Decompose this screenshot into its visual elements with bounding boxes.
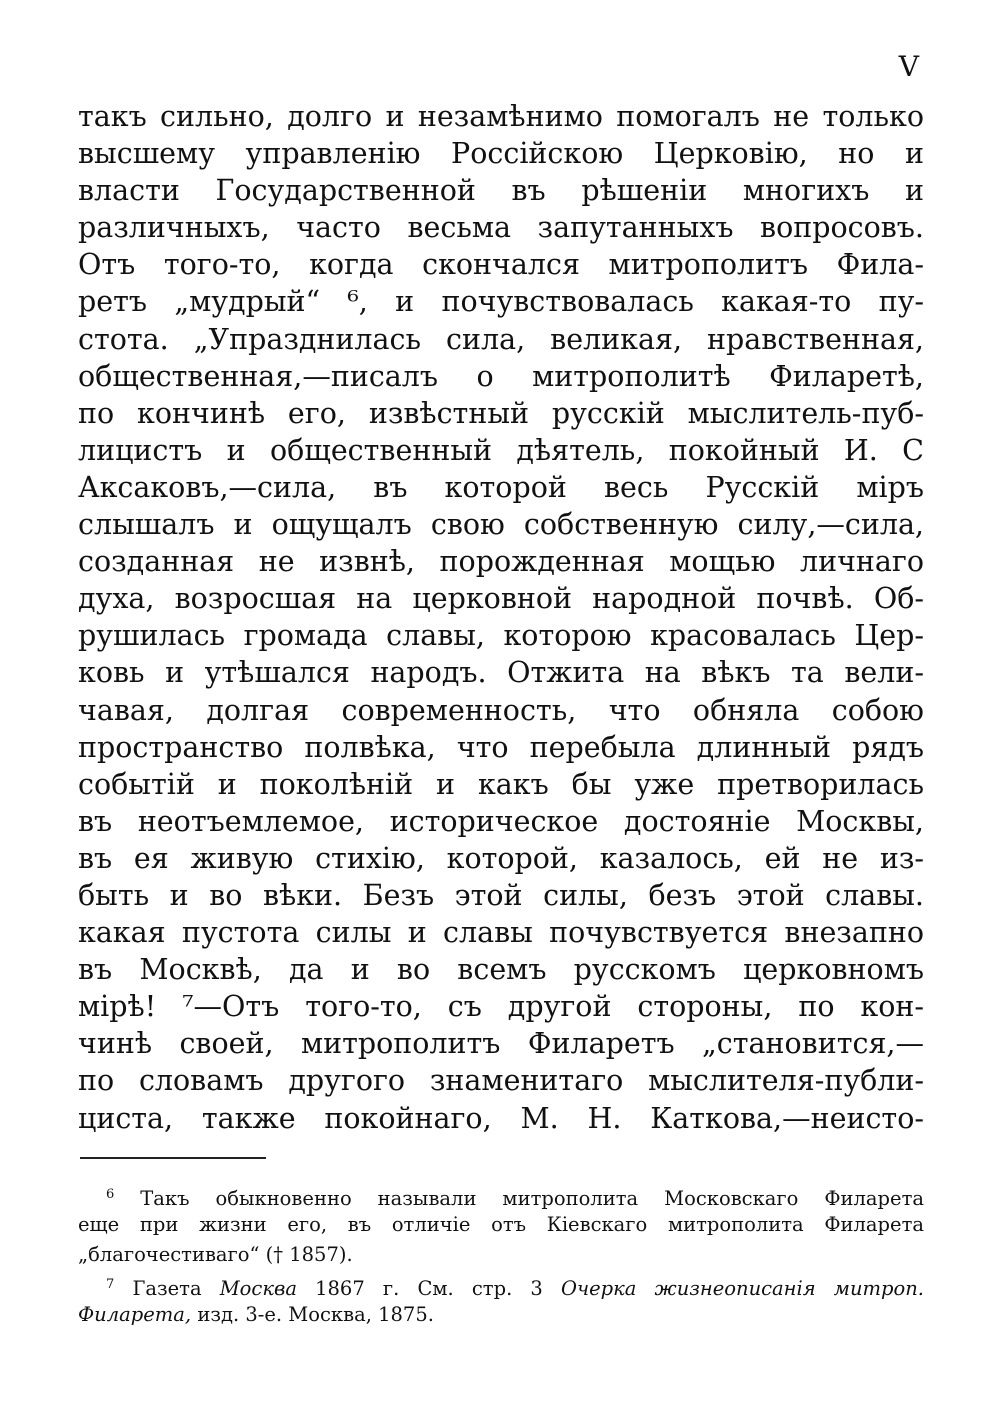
footnote-text: 1867 г. См. стр. 3 xyxy=(296,1277,561,1300)
footnote-6-line: „благочестиваго“ († 1857). xyxy=(78,1243,353,1266)
footnote-italic-title: Очерка жизнеописанія митроп. xyxy=(560,1277,925,1300)
footnote-7-line xyxy=(78,1300,924,1330)
text-line: власти Государственной въ рѣшеніи многихъ и xyxy=(78,174,924,208)
footnote-italic-title: Филарета, xyxy=(78,1303,192,1326)
main-text-block xyxy=(78,98,924,1137)
text-line: какая пустота силы и славы почувствуется внезапно xyxy=(78,916,924,950)
footnote-marker: 6 xyxy=(106,1187,115,1202)
text-line: духа, возросшая на церковной народной почвѣ. Об- xyxy=(78,582,924,616)
text-line: такъ сильно, долго и незамѣнимо помогалъ не только xyxy=(78,100,924,133)
text-line: общественная,—писалъ о митрополитѣ Филаретѣ, xyxy=(78,359,924,393)
text-line: высшему управленію Россійскою Церковію, но и xyxy=(78,137,924,171)
text-line: различныхъ, часто весьма запутанныхъ вопросовъ. xyxy=(78,211,924,245)
text-line: Аксаковъ,—сила, въ которой весь Русскій міръ xyxy=(78,470,924,504)
text-line: ковь и утѣшался народъ. Отжита на вѣкъ та вели- xyxy=(78,656,924,690)
footnote-italic-title: Москва xyxy=(219,1277,297,1300)
text-line: циста, также покойнаго, М. Н. Каткова,—неисто- xyxy=(78,1101,924,1135)
footnote-separator xyxy=(80,1157,266,1159)
text-line: по кончинѣ его, извѣстный русскій мыслитель-пуб- xyxy=(78,396,924,430)
page-number: V xyxy=(898,50,920,83)
footnote-text: изд. 3-е. Москва, 1875. xyxy=(191,1303,434,1326)
text-line: чавая, долгая современность, что обняла собою xyxy=(78,693,924,727)
footnote-7-line xyxy=(78,1270,924,1300)
footnote-text: Такъ обыкновенно называли митрополита Московскаго Филарета xyxy=(140,1187,924,1210)
text-line: въ ея живую стихію, которой, казалось, ей не из- xyxy=(78,841,924,875)
text-line: слышалъ и ощущалъ свою собственную силу,—сила, xyxy=(78,508,924,542)
text-line: чинѣ своей, митрополитъ Филаретъ „становится,— xyxy=(78,1027,924,1061)
text-line: въ неотъемлемое, историческое достояніе Москвы, xyxy=(78,804,924,838)
text-line: Отъ того-то, когда скончался митрополитъ Фила- xyxy=(78,248,924,282)
footnote-marker: 7 xyxy=(106,1277,115,1292)
text-line: ретъ „мудрый“ ⁶, и почувствовалась какая-то пу- xyxy=(78,285,924,319)
text-line: лицистъ и общественный дѣятель, покойный И. С xyxy=(78,433,924,467)
text-line: мірѣ! ⁷—Отъ того-то, съ другой стороны, по кон- xyxy=(78,990,924,1024)
text-line: событій и поколѣній и какъ бы уже претворилась xyxy=(78,767,924,801)
text-line: рушилась громада славы, которою красовалась Цер- xyxy=(78,619,924,653)
footnote-6-line: еще при жизни его, въ отличіе отъ Кіевскаго митрополита Филарета xyxy=(78,1213,924,1236)
text-line: созданная не извнѣ, порожденная мощью личнаго xyxy=(78,545,924,579)
text-line: пространство полвѣка, что перебыла длинный рядъ xyxy=(78,730,924,764)
footnote-text: Газета xyxy=(132,1277,220,1300)
text-line: въ Москвѣ, да и во всемъ русскомъ церковномъ xyxy=(78,953,924,987)
text-line: стота. „Упразднилась сила, великая, нравственная, xyxy=(78,322,924,356)
footnotes-block xyxy=(78,1180,924,1330)
footnote-6-line xyxy=(78,1180,924,1210)
text-line: быть и во вѣки. Безъ этой силы, безъ этой славы. xyxy=(78,878,924,912)
text-line: по словамъ другого знаменитаго мыслителя-публи- xyxy=(78,1064,924,1098)
